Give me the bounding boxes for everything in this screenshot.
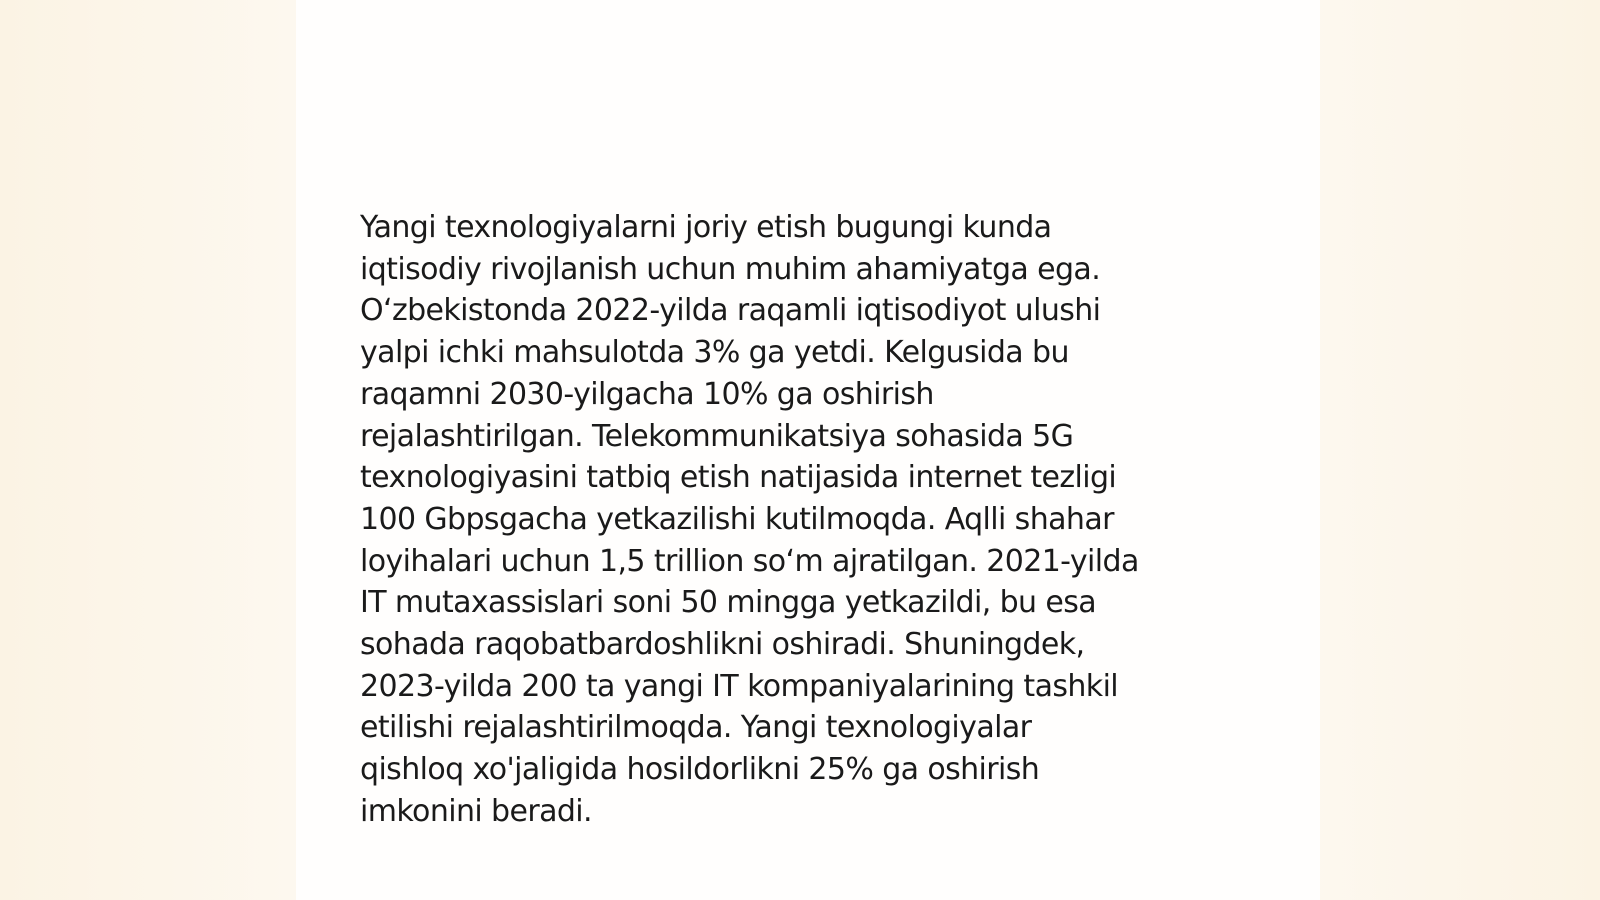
body-paragraph: Yangi texnologiyalarni joriy etish bugungi kunda iqtisodiy rivojlanish uchun muhim ahamiyatga ega. O‘zbekistonda 2022-yilda raqamli iqtisodiyot ulushi yalpi ichki mahsulotda 3% ga yetdi. Kelgusida bu raqamni 2030-yilgacha 10% ga oshirish rejalashtirilgan. Telekommunikatsiya sohasida 5G texnologiyasini tatbiq etish natijasida internet tezligi 100 Gbpsgacha yetkazilishi kutilmoqda. Aqlli shahar loyihalari uchun 1,5 trillion so‘m ajratilgan. 2021-yilda IT mutaxassislari soni 50 mingga yetkazildi, bu esa sohada raqobatbardoshlikni oshiradi. Shuningdek, 2023-yilda 200 ta yangi IT kompaniyalarining tashkil etilishi rejalashtirilmoqda. Yangi texnologiyalar qishloq xo'jaligida hosildorlikni 25% ga oshirish imkonini beradi. (360, 210, 1139, 829)
document-page (296, 0, 1320, 900)
